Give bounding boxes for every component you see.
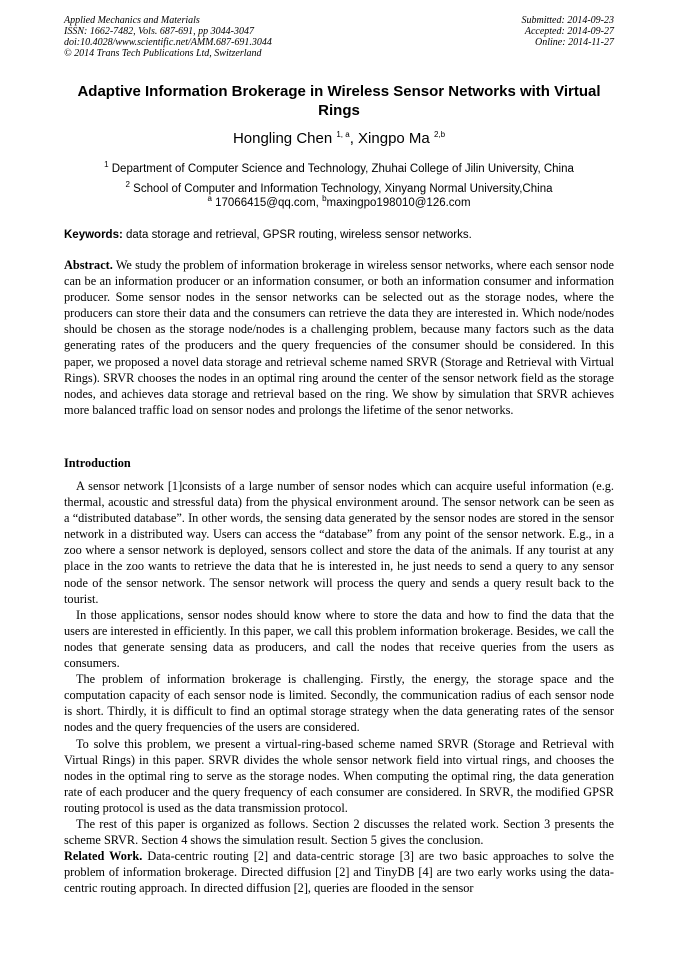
keywords-text: data storage and retrieval, GPSR routing, wireless sensor networks. — [126, 229, 472, 241]
accepted-date: Accepted: 2014-09-27 — [524, 26, 614, 37]
abstract-text: We study the problem of information brokerage in wireless sensor networks, where each sensor node can be an information producer or an information consumer, or both an information consumer and information producer. Some sensor nodes in the sensor networks can be selected out as the storage nodes, where the producers can store their data and the consumers can retrieve the data they are interested in. Which node/nodes should be chosen as the storage node/nodes is a challenging problem, because many factors such as the data generating rates of the producers and the query frequencies of the consumer should be considered. In this paper, we proposed a novel data storage and retrieval scheme named SRVR (Storage and Retrieval with Virtual Rings). SRVR chooses the nodes in an optimal ring around the center of the sensor network field as the storage nodes, and achieves data storage and retrieval based on the ring. We show by simulation that SRVR achieves more balanced traffic load on sensor nodes and prolongs the lifetime of the senor networks. — [64, 258, 614, 417]
paper-title: Adaptive Information Brokerage in Wireless Sensor Networks with Virtual Rings — [77, 83, 601, 119]
paragraph: The problem of information brokerage is challenging. Firstly, the energy, the storage space and the computation capacity of each sensor node is limited. Secondly, the communication radius of each sensor node is short. Thirdly, it is difficult to find an optimal storage strategy when the data generating rates of the sensor nodes and the query frequencies of the users are considered. — [64, 672, 614, 735]
affiliations — [64, 157, 614, 197]
paragraph: To solve this problem, we present a virtual-ring-based scheme named SRVR (Storage and Retrieval with Virtual Rings) in this paper. SRVR divides the whole sensor network field into virtual rings, and chooses the nodes in the optimal ring to serve as the storage nodes. When computing the optimal ring, the data generation rate of each producer and the query frequency of each consumer are considered. In SRVR, the modified GPSR routing protocol is used as the data transmission protocol. — [64, 736, 614, 815]
abstract — [64, 257, 614, 418]
email-link[interactable]: 17066415@qq.com, — [215, 196, 319, 209]
email-mark: b — [322, 194, 327, 203]
author-separator: , — [349, 130, 359, 147]
author-affiliation-mark: 2,b — [433, 130, 446, 139]
affiliation-mark: 2 — [125, 179, 130, 189]
author-emails — [64, 194, 614, 209]
paragraph: In those applications, sensor nodes should know where to store the data and how to find the data that the users are interested in efficiently. In this paper, we call this problem information brokerage. Besides, we call the nodes that generate sensing data as producers, and call the nodes that receive queries from the users as consumers. — [64, 607, 614, 671]
abstract-label: Abstract. — [64, 258, 113, 272]
affiliation-text: School of Computer and Information Technology, Xinyang Normal University,China — [133, 182, 553, 195]
paragraph: A sensor network [1]consists of a large number of sensor nodes which can acquire useful information (e.g. thermal, acoustic and stressful data) from the physical environment around. The sensor network can be seen as a “distributed database”. In other words, the sensing data generated by the sensor nodes are stored in the sensor network in a distributed way. Users can access the “database” from any point of the sensor network. E.g., in a zoo where a sensor network is deployed, sensors collect and store the data of the animals. If any tourist at any place in the zoo wants to retrieve the data that he is interested in, he just needs to send a query to any sensor node of the sensor network. The sensor network will process the query and sends a query result back to the tourist. — [64, 479, 614, 606]
related-work-text: Data-centric routing [2] and data-centric storage [3] are two basic approaches to solve the problem of information brokerage. Directed diffusion [2] and TinyDB [4] are two early works using the data-centric routing approach. In directed diffusion [2], queries are flooded in the sensor — [64, 849, 614, 896]
keywords-label: Keywords: — [64, 229, 123, 241]
author-name: Hongling Chen — [232, 130, 333, 147]
affiliation-mark: 1 — [104, 160, 109, 169]
doi-line: doi:10.4028/www.scientific.net/AMM.687-691.3044 — [64, 37, 272, 48]
keywords — [64, 229, 614, 241]
author-line — [64, 130, 614, 147]
journal-header-right — [522, 15, 615, 48]
issn-line: ISSN: 1662-7482, Vols. 687-691, pp 3044-3047 — [64, 26, 254, 37]
introduction-body — [64, 478, 614, 896]
affiliation-line — [64, 157, 614, 177]
journal-header-left — [64, 15, 272, 59]
copyright-line: © 2014 Trans Tech Publications Ltd, Switzerland — [64, 48, 262, 59]
submitted-date: Submitted: 2014-09-23 — [521, 15, 614, 26]
paragraph — [64, 848, 614, 896]
author-name: Xingpo Ma — [358, 130, 430, 147]
journal-name: Applied Mechanics and Materials — [64, 15, 200, 26]
section-heading-introduction: Introduction — [64, 456, 131, 470]
related-work-label: Related Work. — [64, 849, 143, 864]
email-link[interactable]: maxingpo198010@126.com — [326, 196, 471, 209]
author-affiliation-mark: 1, a — [336, 130, 350, 139]
affiliation-text: Department of Computer Science and Technology, Zhuhai College of Jilin University, China — [111, 162, 574, 175]
email-mark: a — [207, 194, 212, 203]
paragraph: The rest of this paper is organized as follows. Section 2 discusses the related work. Section 3 presents the scheme SRVR. Section 4 shows the simulation result. Section 5 gives the conclusion. — [64, 816, 614, 848]
online-date: Online: 2014-11-27 — [535, 37, 614, 48]
